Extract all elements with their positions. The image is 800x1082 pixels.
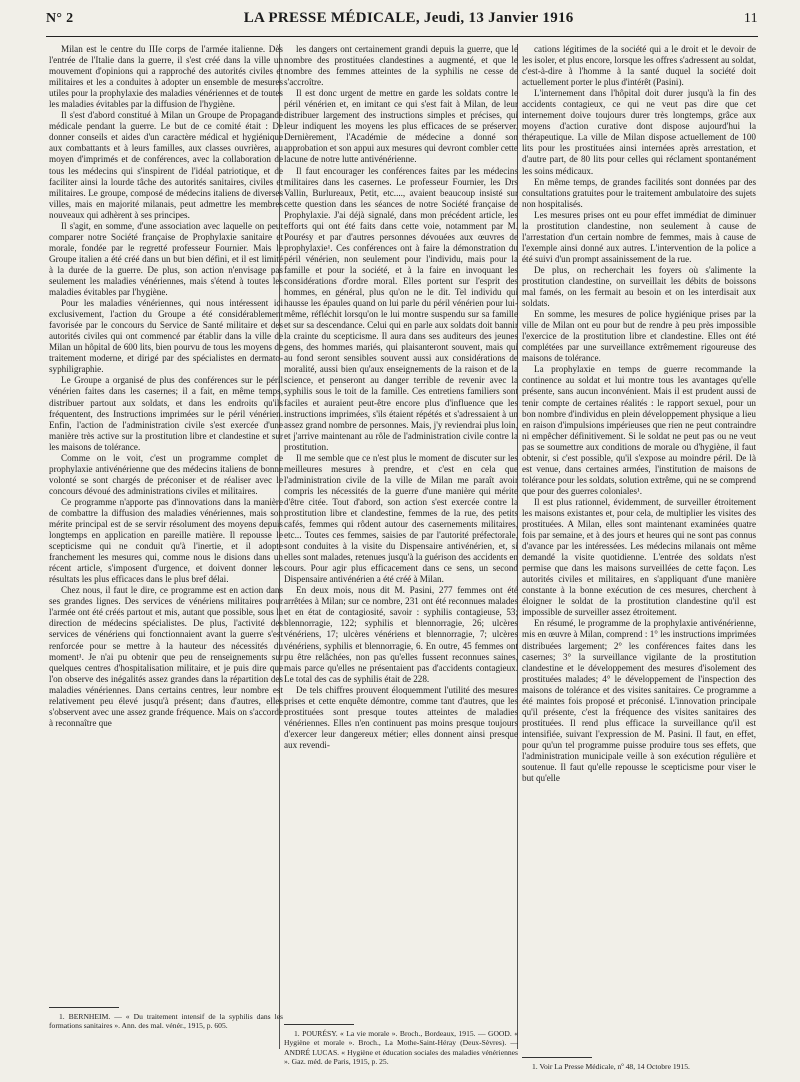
paragraph: De tels chiffres prouvent éloquemment l'utilité des mesures prises et cette enquête démontre, comme tant d'autres, que les prostituées sont presque toutes atteintes de maladies vénériennes. Elles n'en continuent pas moins presque toujours d'exercer leur dangereux métier; elles donnent ainsi presque aux revendi- [284,684,518,750]
paragraph: Ce programme n'apporte pas d'innovations dans la manière de combattre la diffusion des maladies vénériennes, mais son mérite principal est de se servir résolument des moyens depuis longtemps en application en pareille matière. Il repousse le scepticisme qui ne conduit qu'à l'inertie, et il adopte franchement les mesures qui, comme nous le disions dans un récent article, s'imposent d'urgence, et doivent donner les résultats les plus efficaces dans le plus bref délai. [49,496,283,585]
paragraph: En deux mois, nous dit M. Pasini, 277 femmes ont été arrêtées à Milan; sur ce nombre, 231 ont été reconnues malades et en état de contagiosité, savoir : syphilis contagieuse, 53; blennorragie, 122; syphilis et blennorragie, 26; ulcères vénériens, 17; ulcères vénériens et blennorragie, 7; ulcères vénériens, syphilis et blennorragie, 6. En outre, 45 femmes ont pu être relâchées, non pas qu'elles fussent reconnues saines, mais parce qu'elles ne présentaient pas d'accidents contagieux. Le total des cas de syphilis était de 228. [284,585,518,684]
column-2 [284,44,518,751]
paragraph: En résumé, le programme de la prophylaxie antivénérienne, mis en œuvre à Milan, comprend : 1° les instructions imprimées distribuées largement; 2° les conférences faites dans les casernes; 3° la surveillance vigilante de la prostitution clandestine et le développement des mesures d'isolement des prostituées malades; 4° le développement de l'inspection des maisons de tolérance et des visites sanitaires. Ce programme a été maintes fois proposé et préconisé. L'innovation principale qu'il présente, c'est la fréquence des visites sanitaires des prostituées. Il rend plus efficace la surveillance qu'il est intensifiée, suivant l'expression de M. Pasini. Il faut, en effet, pour qu'un tel programme puisse produire tous ses effets, que l'administration municipale veille à son exécution régulière et soutenue. Il faut qu'elle repousse le scepticisme pour viser le but qu'elle [522,618,757,784]
paragraph: Il est plus rationnel, évidemment, de surveiller étroitement les maisons existantes et, pour cela, de multiplier les visites des prostituées. A Milan, elles sont maintenant examinées quatre fois par semaine, et à des jours et heures qui ne sont pas connus d'avance par les intéressées. Les médecins milanais ont même demandé la visite quotidienne. L'entrée des soldats n'est permise que dans les maisons surveillées de cette façon. Les autorités civiles et militaires, en s'appliquant d'une manière constante à la bonne exécution de ces mesures, cherchent à éloigner le soldat de la prostitution clandestine qu'il est impossible de surveiller assez étroitement. [522,496,756,618]
paragraph: En somme, les mesures de police hygiénique prises par la ville de Milan ont eu pour but de rendre à peu près impossible l'exercice de la prostitution libre et clandestine. Elles ont été complétées par une surveillance extrêmement rigoureuse des maisons de tolérance. [522,309,756,364]
column-1 [49,44,283,729]
paragraph: les dangers ont certainement grandi depuis la guerre, que le nombre des prostituées clandestines a augmenté, et que le nombre des femmes atteintes de la syphilis ne cesse de s'accroître. [284,44,518,88]
header-rule [46,36,758,37]
footnote: 1. POURÉSY. « La vie morale ». Broch., Bordeaux, 1915. — GOOD. « Hygiène et morale ». Broch., La Mothe-Saint-Héray (Deux-Sèvres). — ANDRÉ LUCAS. « Hygiène et éducation sociales des maladies vénériennes ». Gaz. méd. de Paris, 1915, p. 25. [284,1029,518,1067]
footnotes-column-2 [284,1024,518,1067]
paragraph: Pour les maladies vénériennes, qui nous intéressent ici exclusivement, l'action du Groupe a été considérablement favorisée par le concours du Service de Santé militaire et des autorités civiles qui ont commencé par établir dans la ville de Milan un hôpital de 600 lits, bien pourvu de tous les moyens de traitement moderne, et dirigé par des spécialistes en dermato-syphiligraphie. [49,298,283,375]
column-3 [522,44,756,784]
footnote: 1. Voir La Presse Médicale, nº 48, 14 Octobre 1915. [532,1062,690,1071]
footnote-rule [522,1057,592,1058]
issue-number: N° 2 [46,11,74,26]
paragraph: Le Groupe a organisé de plus des conférences sur le péril vénérien faites dans les casernes; il a fait, en même temps, distribuer partout aux soldats, et dans les endroits qu'ils fréquentent, des Instructions imprimées sur le péril vénérien. Enfin, l'action de l'administration civile s'est exercée d'une manière très active sur la prostitution libre et clandestine et sur les maisons de tolérance. [49,375,283,452]
page-number: 11 [743,11,758,26]
paragraph: De plus, on recherchait les foyers où s'alimente la prostitution clandestine, on surveillait les débits de boissons mal famés, on les fermait au besoin et on les interdisait aux soldats. [522,264,756,309]
paragraph: Il s'agit, en somme, d'une association avec laquelle on peut comparer notre Société française de Prophylaxie sanitaire et morale, fondée par le regretté professeur Fournier. Mais le Groupe italien a été créé dans un but bien défini, et il est limité à la durée de la guerre. De plus, son action n'envisage pas seulement les maladies vénériennes, mais s'étend à toutes les maladies évitables par l'hygiène. [49,220,283,298]
paragraph: Chez nous, il faut le dire, ce programme est en action dans ses grandes lignes. Des services de vénériens militaires pour l'armée ont été créés partout et mis, autant que possible, sous la direction de médecins spécialistes. De plus, l'activité des services de vénériens qui fonctionnaient avant la guerre s'est renforcée pour se mettre à la hauteur des nécessités du moment¹. Je n'ai pu obtenir que peu de renseignements sur quelques centres d'hospitalisation militaire, et je puis dire que l'on observe des inégalités assez grandes dans la répartition des maladies vénériennes. Dans certains centres, leur nombre est relativement peu élevé jusqu'à présent; dans d'autres, elles s'observent avec une assez grande fréquence. Mais on s'accorde à reconnaître que [49,585,283,728]
paragraph: En même temps, de grandes facilités sont données par des consultations gratuites pour le traitement ambulatoire des sujets non hospitalisés. [522,176,756,209]
page-header [46,10,758,36]
journal-title: LA PRESSE MÉDICALE, Jeudi, 13 Janvier 1916 [243,10,574,26]
paragraph: Les mesures prises ont eu pour effet immédiat de diminuer la prostitution clandestine, non seulement à cause de l'arrestation d'un certain nombre de femmes, mais à cause de l'exemple ainsi donné aux autres. L'intervention de la police a été suivi d'un prompt assainissement de la rue. [522,209,756,264]
paragraph: Il me semble que ce n'est plus le moment de discuter sur les meilleures mesures à prendre, et c'est en cela que l'administration civile de la ville de Milan me paraît avoir compris les nécessités de la guerre d'une manière qui mérite d'être citée. Tout d'abord, son action s'est exercée contre la prostitution libre et clandestine, femmes de la rue, des petits cafés, femmes qui rôdent autour des casernements militaires, etc... Toutes ces femmes, saisies de par l'autorité préfectorale, sont conduites à la visite du Dispensaire antivénérien, et, si elles sont malades, retenues jusqu'à la guérison des accidents en cours. Pour agir plus efficacement dans ce sens, un second Dispensaire antivénérien a été créé à Milan. [284,452,518,585]
paragraph: Il est donc urgent de mettre en garde les soldats contre le péril vénérien et, en imitant ce qui s'est fait à Milan, de leur distribuer largement des instructions simples et précises, qui leur indiquent les moyens les plus efficaces de se préserver. Dernièrement, l'Académie de médecine a donné son approbation et son appui aux mesures qui devront combler cette lacune de notre lutte antivénérienne. [284,88,518,165]
footnote-rule [49,1007,119,1008]
paragraph: La prophylaxie en temps de guerre recommande la continence au soldat et lui montre tous les avantages qu'elle présente, sans aucun inconvénient. Mais il est prudent aussi de tenir compte de certaines réalités : le rapport sexuel, pour un bon nombre d'individus en plein développement physique a lieu en raison d'impulsions impérieuses que rien ne peut contraindre ni empêcher définitivement. Si le soldat ne peut pas ou ne veut pas se soumettre aux conditions de morale ou d'hygiène, il faut obtenir, si c'est possible, qu'il s'expose au moindre péril. De là est venue, dans certaines armées, l'institution de maisons de tolérance pour les soldats, solution extrême, qui ne se comprend que pour des guerres coloniales¹. [522,364,756,496]
paragraph: Il s'est d'abord constitué à Milan un Groupe de Propagande médicale pendant la guerre. Le but de ce comité était : De donner conseils et aides d'un caractère médical et hygiénique aux combattants et à leurs familles, aux classes ouvrières, au moyen d'imprimés et de conférences, avec la collaboration de tous les médecins qui s'inspirent de l'idéal patriotique, et de faciliter ainsi la lourde tâche des autorités sanitaires, civiles et militaires. Le groupe, composé de médecins italiens de diverses villes, mais en majorité milanais, peut admettre les membres nouveaux qui adhèrent à ses principes. [49,110,283,220]
footnotes-column-3 [522,1057,756,1071]
footnotes-column-1 [49,1007,283,1031]
paragraph: cations légitimes de la société qui a le droit et le devoir de les isoler, et plus encore, lorsque les offres s'adressent au soldat, c'est-à-dire à l'homme à la santé duquel la société doit actuellement porter le plus d'intérêt (Pasini). [522,44,756,88]
paragraph: Comme on le voit, c'est un programme complet de prophylaxie antivénérienne que des médecins italiens de bonne volonté se sont chargés de préconiser et de réaliser avec le concours dévoué des administrations civiles et militaires. [49,452,283,496]
paragraph: L'internement dans l'hôpital doit durer jusqu'à la fin des accidents contagieux, ce qui ne veut pas dire que cet internement doive toujours durer très longtemps, grâce aux moyens d'action curative dont dispose aujourd'hui la thérapeutique. La ville de Milan dispose actuellement de 100 lits pour les prostituées ainsi internées après arrestation, et d'autre part, de 80 lits pour celles qui réclament spontanément les soins médicaux. [522,88,756,176]
footnote: 1. BERNHEIM. — « Du traitement intensif de la syphilis dans les formations sanitaires ». Ann. des mal. vénér., 1915, p. 605. [49,1012,283,1031]
paragraph: Il faut encourager les conférences faites par les médecins militaires dans les casernes. Le professeur Fournier, les Drs Vallin, Burlureaux, Petit, etc...., avaient beaucoup insisté sur cette question dans les séances de notre Société française de Prophylaxie. J'ai déjà signalé, dans mon précédent article, les efforts qui ont été faits dans cette voie, notamment par M. Pourésy et par d'autres personnes dévouées aux œuvres de prophylaxie¹. Ces conférences ont à faire la démonstration du péril vénérien, non seulement pour l'individu, mais pour la famille et pour la société, et à la faire en invoquant les considérations d'ordre moral. Elles portent sur l'esprit des hommes, en général, plus qu'on ne le dit. Tel individu qui hausse les épaules quand on lui parle du péril vénérien pour lui-même, réfléchit lorsqu'on le lui montre suspendu sur sa famille et sur sa descendance. Celui qui en parle aux soldats doit bannir la crainte du scepticisme. Il aura dans ses auditeurs des jeunes gens, des hommes mariés, qui plaisanteront souvent, mais qui au fond seront sensibles souvent aussi aux considérations de moralité, aussi bien qu'aux enseignements de la raison et de la science, et penseront au danger terrible de revenir avec la syphilis sous le toit de la famille. Ces entretiens familiers sont faciles et auraient peut-être encore plus d'influence que les instructions imprimées, s'ils étaient répétés et s'adressaient à un assez grand nombre de personnes. Mais, j'y reviendrai plus loin, et j'arrive maintenant au rôle de l'administration civile contre la prostitution. [284,165,518,452]
footnote-rule [284,1024,354,1025]
paragraph: Milan est le centre du IIIe corps de l'armée italienne. Dès l'entrée de l'Italie dans la guerre, il s'est créé dans la ville un mouvement d'opinions qui a rapproché des autorités civiles et militaires et les a conduites à adopter un ensemble de mesures utiles pour la prophylaxie des maladies vénériennes et de toutes les maladies évitables par la diffusion de l'hygiène. [49,44,283,110]
